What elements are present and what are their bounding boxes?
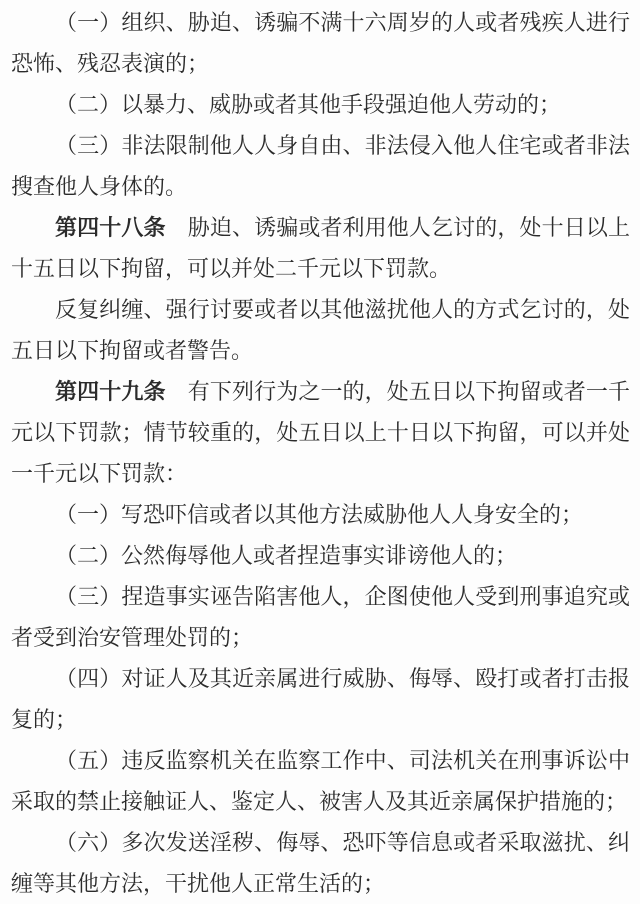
legal-text-block (11, 2, 630, 904)
article-49-item-4 (11, 658, 630, 740)
clause-text: 反复纠缠、强行讨要或者以其他滋扰他人的方式乞讨的，处五日以下拘留或者警告。 (11, 297, 630, 363)
article-49-item-1 (11, 494, 630, 535)
clause-text: （二）以暴力、威胁或者其他手段强迫他人劳动的； (55, 92, 562, 117)
article-number: 第四十八条 (55, 215, 166, 240)
clause-text: （六）多次发送淫秽、侮辱、恐吓等信息或者采取滋扰、纠缠等其他方法，干扰他人正常生活的； (11, 830, 630, 896)
article-48-paragraph-2 (11, 289, 630, 371)
clause-text: （二）公然侮辱他人或者捏造事实诽谤他人的； (55, 543, 518, 568)
clause-text: （五）违反监察机关在监察工作中、司法机关在刑事诉讼中采取的禁止接触证人、鉴定人、被害人及其近亲属保护措施的； (11, 748, 630, 814)
clause-item-3 (11, 125, 630, 207)
article-48-paragraph-1 (11, 207, 630, 289)
clause-text: （一）写恐吓信或者以其他方法威胁他人人身安全的； (55, 502, 584, 527)
article-49-item-2 (11, 535, 630, 576)
clause-text: 胁迫、诱骗或者利用他人乞讨的，处十日以上十五日以下拘留，可以并处二千元以下罚款。 (11, 215, 630, 281)
clause-item-2 (11, 84, 630, 125)
clause-text: （三）捏造事实诬告陷害他人，企图使他人受到刑事追究或者受到治安管理处罚的； (11, 584, 630, 650)
clause-text: 有下列行为之一的，处五日以下拘留或者一千元以下罚款；情节较重的，处五日以上十日以下拘留，可以并处一千元以下罚款： (11, 379, 630, 486)
article-49-item-5 (11, 740, 630, 822)
article-number: 第四十九条 (55, 379, 166, 404)
clause-text: （三）非法限制他人人身自由、非法侵入他人住宅或者非法搜查他人身体的。 (11, 133, 630, 199)
clause-text: （一）组织、胁迫、诱骗不满十六周岁的人或者残疾人进行恐怖、残忍表演的； (11, 10, 630, 76)
article-49-item-6 (11, 822, 630, 904)
article-49-item-3 (11, 576, 630, 658)
clause-item-1 (11, 2, 630, 84)
clause-text: （四）对证人及其近亲属进行威胁、侮辱、殴打或者打击报复的； (11, 666, 630, 732)
article-49-intro (11, 371, 630, 494)
